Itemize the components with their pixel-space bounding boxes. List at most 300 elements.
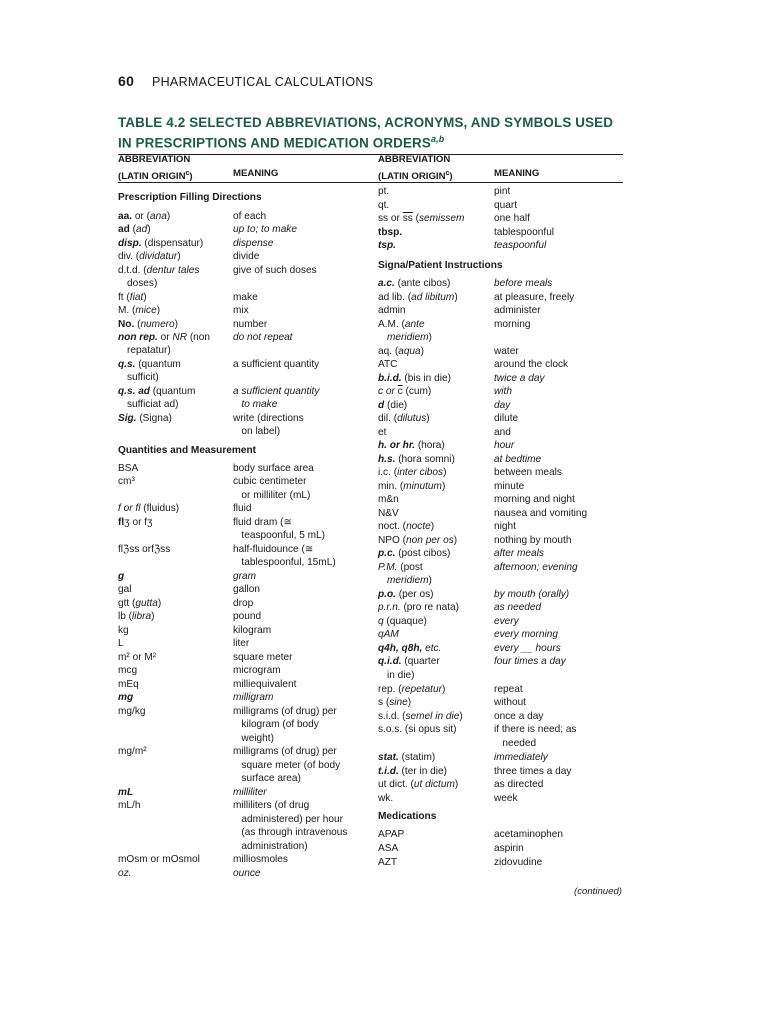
abbreviation-cell: [378, 616, 427, 627]
abbreviation-text: gutta: [135, 598, 158, 609]
meaning-cell: [233, 679, 296, 690]
abbreviation-text: repetatur: [401, 684, 442, 695]
meaning-cell: [233, 584, 260, 595]
abbreviation-text: non rep.: [118, 332, 158, 343]
abbreviation-text: flℨss orfℨss: [118, 544, 171, 555]
meaning-text: kilogram (of body: [233, 719, 319, 730]
meaning-cell: [494, 400, 510, 411]
meaning-cell: [233, 773, 301, 784]
meaning-text: administer: [494, 305, 541, 316]
meaning-cell: [494, 656, 566, 667]
abbreviation-text: (dispensatur): [141, 238, 204, 249]
abbreviation-cell: [378, 454, 455, 465]
meaning-cell: [494, 697, 526, 708]
abbreviation-text: inter cibos: [397, 467, 444, 478]
abbreviation-cell: [118, 611, 154, 622]
meaning-cell: [233, 251, 259, 262]
abbreviation-cell: [118, 625, 129, 636]
meaning-cell: [233, 399, 277, 410]
meaning-cell: [494, 186, 510, 197]
abbreviation-text: tsp.: [378, 240, 396, 251]
abbreviation-cell: [378, 829, 404, 840]
meaning-text: teaspoonful: [494, 240, 547, 251]
abbreviation-text: t.i.d.: [378, 766, 399, 777]
meaning-cell: [233, 413, 304, 424]
abbreviation-cell: [378, 305, 406, 316]
abbreviation-text: min. (: [378, 481, 404, 492]
meaning-text: between meals: [494, 467, 562, 478]
meaning-cell: [233, 760, 340, 771]
meaning-cell: [494, 413, 518, 424]
abbreviation-text: (post cibos): [395, 548, 451, 559]
abbreviation-cell: [118, 305, 160, 316]
meaning-text: one half: [494, 213, 530, 224]
abbreviation-text: BSA: [118, 463, 139, 474]
meaning-cell: [494, 562, 578, 573]
abbreviation-text: P.M.: [378, 562, 398, 573]
abbreviation-text: lb (: [118, 611, 133, 622]
meaning-cell: [494, 643, 561, 654]
abbreviation-text: fiat: [129, 292, 144, 303]
meaning-text: a sufficient quantity: [233, 359, 320, 370]
abbreviation-text: numero: [140, 319, 175, 330]
abbreviation-cell: [118, 503, 179, 514]
meaning-cell: [494, 227, 554, 238]
abbreviation-text: qAM: [378, 629, 399, 640]
abbreviation-text: ): [157, 598, 162, 609]
meaning-cell: [494, 589, 569, 600]
abbreviation-text: (pro re nata): [400, 602, 459, 613]
section-heading: Quantities and Measurement: [118, 445, 256, 456]
section-heading: Medications: [378, 811, 437, 822]
meaning-cell: [233, 386, 319, 397]
meaning-text: on label): [233, 426, 281, 437]
abbreviation-text: ante: [404, 319, 425, 330]
meaning-cell: [494, 521, 516, 532]
abbreviation-text: ATC: [378, 359, 398, 370]
abbreviation-text: ): [428, 575, 432, 586]
abbreviation-text: b.i.d.: [378, 373, 402, 384]
meaning-cell: [233, 359, 319, 370]
abbreviation-text: AZT: [378, 857, 398, 868]
abbreviation-cell: [378, 481, 445, 492]
abbreviation-cell: [118, 544, 170, 555]
abbreviation-text: s.o.s. (si opus sit): [378, 724, 457, 735]
abbreviation-cell: [118, 238, 203, 249]
abbreviation-text: q: [378, 616, 384, 627]
abbreviation-text: ): [166, 211, 171, 222]
abbreviation-text: (fluidus): [140, 503, 180, 514]
abbreviation-text: L: [118, 638, 124, 649]
abbreviation-cell: [378, 656, 440, 667]
abbreviation-text: sufficit): [127, 372, 159, 383]
abbreviation-cell: [118, 517, 153, 528]
abbreviation-text: m² or M²: [118, 652, 157, 663]
meaning-text: number: [233, 319, 268, 330]
abbreviation-text: or: [383, 386, 398, 397]
abbreviation-text: ft (: [118, 292, 130, 303]
abbreviation-text: NR: [172, 332, 188, 343]
meaning-cell: [233, 305, 249, 316]
section-heading: Signa/Patient Instructions: [378, 260, 503, 271]
meaning-cell: [233, 652, 292, 663]
meaning-text: quart: [494, 200, 518, 211]
abbreviation-cell: [378, 548, 450, 559]
abbreviation-cell: [118, 292, 147, 303]
abbreviation-text: pt.: [378, 186, 390, 197]
abbreviation-text: ): [153, 278, 158, 289]
abbreviation-cell: [378, 589, 434, 600]
abbreviation-cell: [378, 535, 457, 546]
meaning-text: milliosmoles: [233, 854, 288, 865]
meaning-text: repeat: [494, 684, 523, 695]
meaning-text: dilute: [494, 413, 519, 424]
abbreviation-text: ad libitum: [411, 292, 455, 303]
abbreviation-text: oz.: [118, 868, 132, 879]
abbreviation-text: wk.: [378, 793, 394, 804]
meaning-cell: [494, 481, 524, 492]
abbreviation-text: $\overline{c}$: [397, 386, 403, 397]
abbreviation-text: APAP: [378, 829, 405, 840]
meaning-cell: [233, 868, 261, 879]
meaning-text: if there is need; as: [494, 724, 577, 735]
abbreviation-text: (cum): [402, 386, 432, 397]
abbreviation-text: q4h, q8h,: [378, 643, 423, 654]
abbreviation-text: stat.: [378, 752, 399, 763]
meaning-cell: [233, 332, 293, 343]
abbreviation-text: nocte: [406, 521, 431, 532]
meaning-cell: [494, 793, 518, 804]
meaning-text: of each: [233, 211, 267, 222]
meaning-cell: [494, 467, 562, 478]
abbreviation-cell: [378, 643, 441, 654]
abbreviation-cell: [118, 386, 195, 397]
abbreviation-text: ): [430, 521, 435, 532]
page-header: [118, 73, 373, 89]
abbreviation-cell: [378, 843, 398, 854]
abbreviation-text: Sig.: [118, 413, 137, 424]
meaning-cell: [494, 535, 571, 546]
abbreviation-text: sine: [389, 697, 408, 708]
abbreviation-cell: [378, 186, 389, 197]
abbreviation-cell: [118, 413, 172, 424]
abbreviation-text: semissem: [418, 213, 465, 224]
meaning-cell: [233, 787, 267, 798]
meaning-text: liter: [233, 638, 250, 649]
table-top-rule: [118, 154, 623, 155]
meaning-text: ounce: [233, 868, 261, 879]
meaning-text: cubic centimeter: [233, 476, 307, 487]
abbreviation-cell: [118, 332, 210, 343]
meaning-cell: [233, 224, 297, 235]
meaning-text: surface area): [233, 773, 301, 784]
meaning-text: milligrams (of drug) per: [233, 746, 337, 757]
abbreviation-cell: [118, 359, 181, 370]
meaning-text: nausea and vomiting: [494, 508, 588, 519]
abbreviation-text: ut dictum: [413, 779, 455, 790]
meaning-cell: [494, 602, 541, 613]
abbreviation-text: s.i.d. (: [378, 711, 406, 722]
abbreviation-text: non per os: [406, 535, 454, 546]
meaning-text: by mouth (orally): [494, 589, 570, 600]
meaning-cell: [233, 476, 307, 487]
table-title: [118, 114, 638, 151]
meaning-text: once a day: [494, 711, 544, 722]
abbreviation-cell: [118, 251, 181, 262]
col-header-meaning-right: MEANING: [494, 168, 540, 179]
meaning-cell: [233, 265, 317, 276]
meaning-cell: [494, 724, 576, 735]
meaning-text: milligram: [233, 692, 274, 703]
abbreviation-cell: [378, 413, 430, 424]
abbreviation-text: ): [177, 251, 181, 262]
abbreviation-text: cm³: [118, 476, 135, 487]
abbreviation-text: M. (: [118, 305, 136, 316]
abbreviation-text: mg: [118, 692, 134, 703]
meaning-text: gallon: [233, 584, 260, 595]
meaning-text: and: [494, 427, 511, 438]
meaning-cell: [233, 598, 253, 609]
abbreviation-text: ): [443, 467, 447, 478]
abbreviation-cell: [118, 224, 151, 235]
abbreviation-text: (post: [397, 562, 423, 573]
meaning-text: kilogram: [233, 625, 272, 636]
abbreviation-text: etc.: [422, 643, 442, 654]
abbreviation-cell: [378, 697, 411, 708]
abbreviation-text: ): [454, 779, 459, 790]
abbreviation-text: rep. (: [378, 684, 402, 695]
abbreviation-text: disp.: [118, 238, 142, 249]
abbreviation-text: mL: [118, 787, 134, 798]
abbreviation-text: q.s.: [118, 359, 136, 370]
col-header-abbreviation-left: ABBREVIATION (LATIN ORIGIN$^c$): [118, 154, 193, 183]
abbreviation-text: gal: [118, 584, 132, 595]
meaning-cell: [233, 746, 337, 757]
abbreviation-cell: [378, 278, 450, 289]
abbreviation-cell: [118, 571, 124, 582]
abbreviation-cell: [378, 711, 463, 722]
meaning-text: without: [494, 697, 526, 708]
abbreviation-text: semel in die: [405, 711, 460, 722]
meaning-cell: [494, 766, 571, 777]
meaning-text: every morning: [494, 629, 558, 640]
abbreviation-text: s (: [378, 697, 390, 708]
meaning-text: twice a day: [494, 373, 545, 384]
meaning-text: administered) per hour: [233, 814, 343, 825]
meaning-text: aspirin: [494, 843, 524, 854]
abbreviation-text: (quantum: [149, 386, 196, 397]
abbreviation-cell: [118, 463, 138, 474]
meaning-cell: [233, 625, 271, 636]
abbreviation-text: ): [143, 292, 147, 303]
meaning-cell: [233, 557, 336, 568]
abbreviation-cell: [378, 724, 457, 735]
abbreviation-cell: [387, 575, 432, 586]
abbreviation-cell: [378, 562, 423, 573]
abbreviation-cell: [378, 857, 397, 868]
abbreviation-text: g: [118, 571, 125, 582]
abbreviation-cell: [118, 638, 124, 649]
meaning-text: morning and night: [494, 494, 575, 505]
abbreviation-cell: [378, 200, 389, 211]
abbreviation-text: libra: [132, 611, 152, 622]
abbreviation-text: mice: [135, 305, 157, 316]
meaning-text: as directed: [494, 779, 544, 790]
meaning-cell: [494, 711, 543, 722]
abbreviation-cell: [387, 670, 415, 681]
abbreviation-cell: [378, 494, 399, 505]
abbreviation-cell: [378, 346, 424, 357]
abbreviation-cell: [378, 602, 459, 613]
abbreviation-cell: [118, 787, 133, 798]
meaning-text: tablespoonful, 15mL): [233, 557, 336, 568]
abbreviation-text: ): [454, 292, 458, 303]
meaning-cell: [494, 240, 546, 251]
meaning-text: weight): [233, 733, 274, 744]
meaning-cell: [494, 752, 548, 763]
meaning-text: square meter: [233, 652, 293, 663]
meaning-text: night: [494, 521, 516, 532]
meaning-cell: [494, 548, 544, 559]
meaning-cell: [233, 638, 249, 649]
abbreviation-text: mg/m²: [118, 746, 147, 757]
meaning-cell: [233, 665, 281, 676]
abbreviation-text: ut dict. (: [378, 779, 414, 790]
abbreviation-text: (per os): [395, 589, 434, 600]
meaning-text: to make: [233, 399, 278, 410]
table-header-rule: [118, 182, 623, 183]
abbreviation-text: or (: [132, 211, 150, 222]
abbreviation-cell: [378, 793, 393, 804]
continued-note: (continued): [574, 886, 622, 897]
abbreviation-cell: [378, 521, 434, 532]
abbreviation-text: ana: [150, 211, 167, 222]
meaning-text: needed: [494, 738, 537, 749]
meaning-text: write (directions: [233, 413, 304, 424]
abbreviation-cell: [378, 240, 396, 251]
abbreviation-text: qt.: [378, 200, 390, 211]
abbreviation-cell: [378, 319, 425, 330]
abbreviation-text: kg: [118, 625, 129, 636]
abbreviation-cell: [378, 400, 407, 411]
meaning-cell: [494, 292, 574, 303]
abbreviation-cell: [118, 211, 170, 222]
abbreviation-text: (bis in die): [401, 373, 451, 384]
abbreviation-text: ): [459, 711, 463, 722]
abbreviation-text: gtt (: [118, 598, 136, 609]
meaning-cell: [233, 319, 267, 330]
abbreviation-text: N&V: [378, 508, 399, 519]
meaning-text: pint: [494, 186, 511, 197]
meaning-text: week: [494, 793, 518, 804]
meaning-text: morning: [494, 319, 531, 330]
meaning-cell: [233, 463, 314, 474]
abbreviation-text: (ter in die): [398, 766, 447, 777]
section-heading: Prescription Filling Directions: [118, 192, 262, 203]
abbreviation-text: fl: [118, 517, 125, 528]
abbreviation-text: (statim): [398, 752, 436, 763]
abbreviation-cell: [118, 679, 139, 690]
meaning-text: square meter (of body: [233, 760, 341, 771]
abbreviation-text: ad lib. (: [378, 292, 412, 303]
abbreviation-text: No.: [118, 319, 135, 330]
meaning-cell: [494, 616, 519, 627]
abbreviation-text: mOsm or mOsmol: [118, 854, 200, 865]
abbreviation-text: or: [157, 332, 173, 343]
abbreviation-text: ): [420, 346, 425, 357]
abbreviation-cell: [118, 652, 156, 663]
abbreviation-text: mcg: [118, 665, 138, 676]
abbreviation-text: (quarter: [401, 656, 440, 667]
meaning-text: nothing by mouth: [494, 535, 572, 546]
abbreviation-text: q.s. ad: [118, 386, 150, 397]
abbreviation-text: doses: [127, 278, 154, 289]
meaning-cell: [494, 629, 558, 640]
abbreviation-text: repatatur): [127, 345, 171, 356]
meaning-cell: [233, 530, 325, 541]
abbreviation-text: (die): [384, 400, 408, 411]
abbreviation-cell: [378, 373, 451, 384]
meaning-cell: [233, 733, 274, 744]
abbreviation-text: p.r.n.: [378, 602, 401, 613]
meaning-cell: [233, 814, 343, 825]
meaning-text: afternoon; evening: [494, 562, 578, 573]
abbreviation-cell: [118, 692, 133, 703]
abbreviation-cell: [378, 213, 464, 224]
abbreviation-text: q.i.d.: [378, 656, 402, 667]
meaning-text: do not repeat: [233, 332, 293, 343]
meaning-text: day: [494, 400, 511, 411]
meaning-text: after meals: [494, 548, 544, 559]
meaning-text: at bedtime: [494, 454, 542, 465]
abbreviation-text: dilutus: [397, 413, 427, 424]
meaning-cell: [233, 503, 252, 514]
abbreviation-text: p.o.: [378, 589, 396, 600]
abbreviation-cell: [118, 665, 137, 676]
meaning-cell: [494, 319, 530, 330]
meaning-cell: [494, 373, 545, 384]
abbreviation-text: ): [156, 305, 161, 316]
table-title-line-1: TABLE 4.2 SELECTED ABBREVIATIONS, ACRONYMS, AND SYMBOLS USED: [118, 115, 614, 130]
abbreviation-text: (: [129, 224, 136, 235]
abbreviation-text: ad: [118, 224, 130, 235]
meaning-cell: [494, 440, 514, 451]
meaning-cell: [233, 238, 273, 249]
abbreviation-cell: [378, 779, 458, 790]
abbreviation-cell: [127, 345, 171, 356]
abbreviation-text: f or fl: [118, 503, 141, 514]
meaning-text: give of such doses: [233, 265, 317, 276]
meaning-cell: [494, 857, 542, 868]
meaning-text: three times a day: [494, 766, 572, 777]
running-title: PHARMACEUTICAL CALCULATIONS: [151, 75, 374, 89]
meaning-cell: [233, 490, 310, 501]
meaning-text: water: [494, 346, 519, 357]
meaning-text: milligrams (of drug) per: [233, 706, 337, 717]
abbreviation-text: ): [428, 332, 432, 343]
abbreviation-text: c: [378, 386, 384, 397]
meaning-cell: [494, 843, 524, 854]
abbreviation-text: ): [407, 697, 412, 708]
meaning-cell: [494, 346, 519, 357]
abbreviation-text: mL/h: [118, 800, 141, 811]
abbreviation-text: mg/kg: [118, 706, 146, 717]
meaning-cell: [494, 386, 512, 397]
abbreviation-cell: [118, 800, 140, 811]
meaning-text: as needed: [494, 602, 542, 613]
meaning-text: before meals: [494, 278, 553, 289]
abbreviation-text: meridiem: [387, 332, 429, 343]
